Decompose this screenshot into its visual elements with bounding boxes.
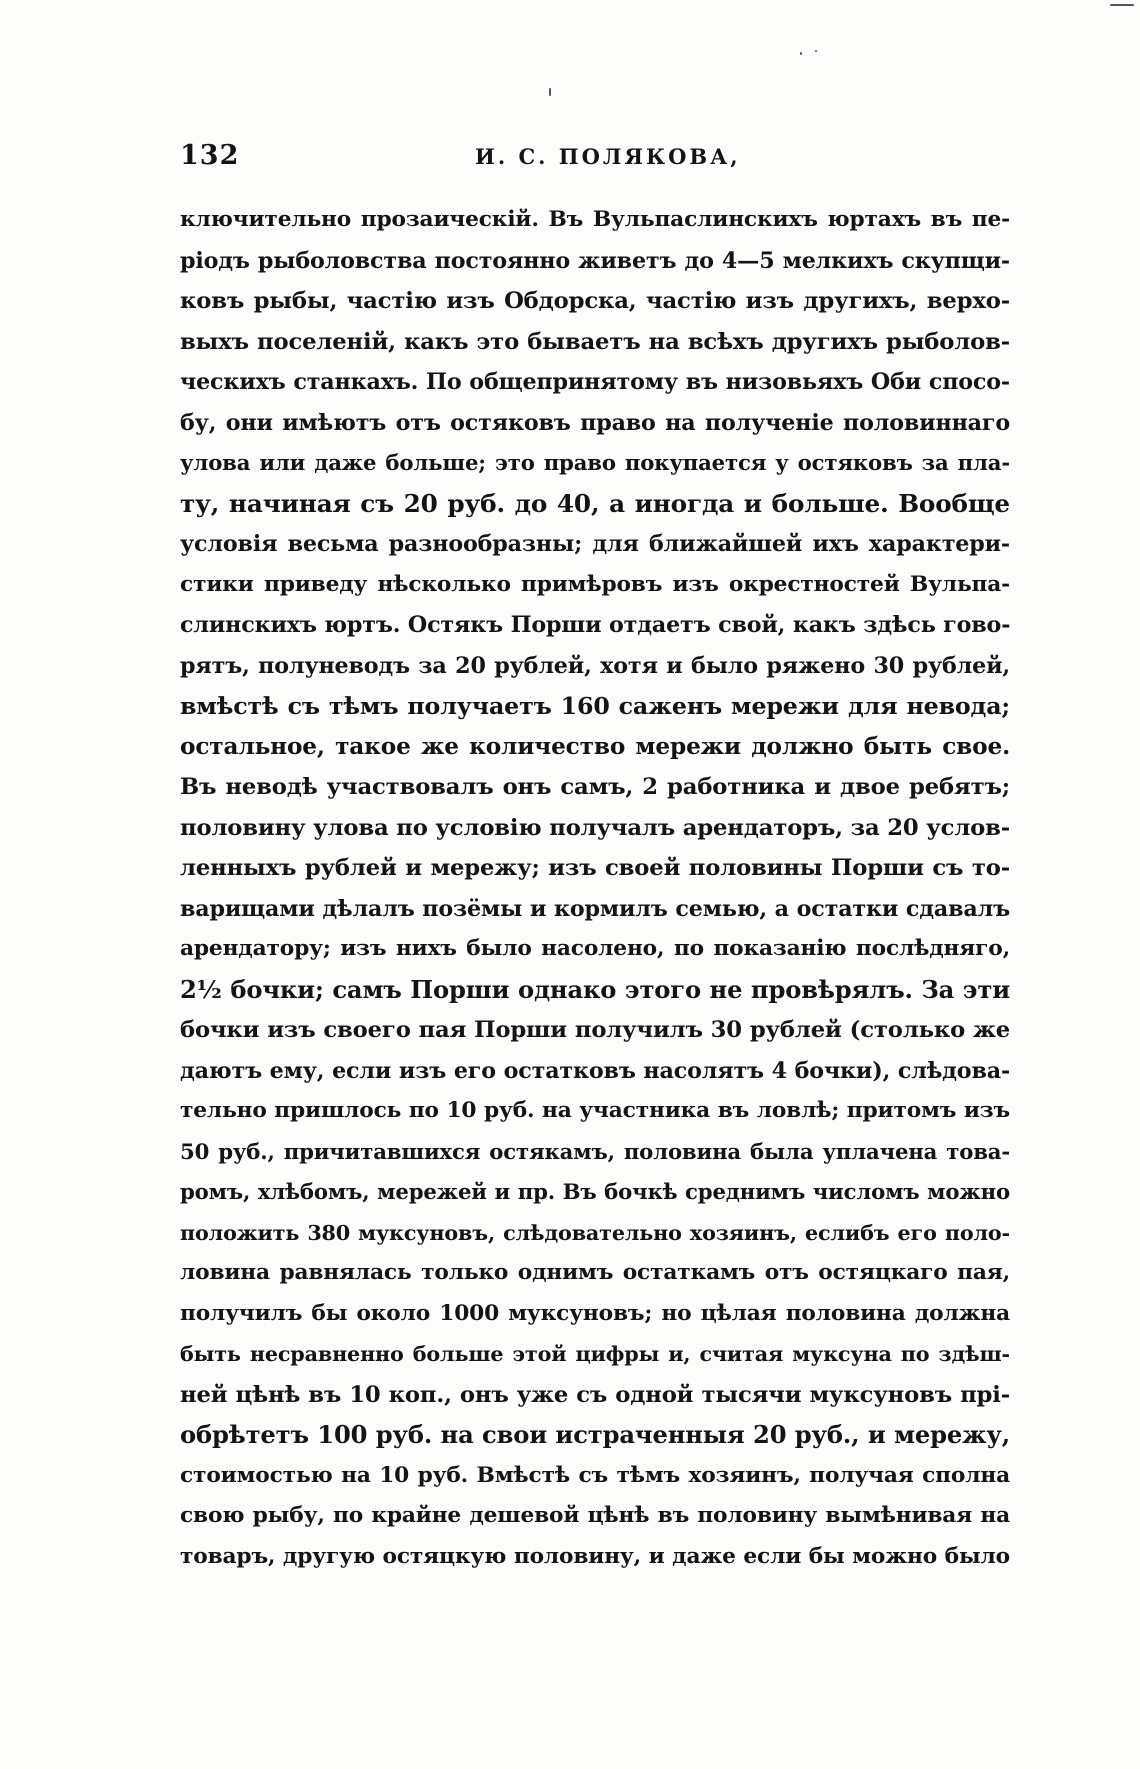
text-line: тельно пришлось по 10 руб. на участника въ ловлѣ; притомъ изъ [180, 1098, 1010, 1123]
text-line: улова или даже больше; это право покупается у остяковъ за пла- [180, 450, 1010, 475]
text-line: ріодъ рыболовства постоянно живетъ до 4—5 мелкихъ скупщи- [180, 247, 1010, 274]
text-line: ту, начиная съ 20 руб. до 40, а иногда и больше. Вообще [180, 488, 1010, 518]
text-line: бу, они имѣютъ отъ остяковъ право на полученіе половиннаго [180, 409, 1010, 436]
page-header [180, 140, 1020, 180]
text-line: 50 руб., причитавшихся остякамъ, половина была уплачена това- [180, 1138, 1010, 1164]
text-line: ней цѣнѣ въ 10 коп., онъ уже съ одной тысячи муксуновъ прі- [180, 1381, 1010, 1408]
text-line: 2½ бочки; самъ Порши однако этого не провѣрялъ. За эти [180, 974, 1010, 1004]
text-line: остальное, такое же количество мережи должно быть свое. [180, 732, 1010, 760]
scan-speck [800, 52, 802, 55]
text-line: свою рыбу, по крайне дешевой цѣнѣ въ половину вымѣнивая на [180, 1503, 1010, 1528]
text-line: Въ неводѣ участвовалъ онъ самъ, 2 работника и двое ребятъ; [180, 774, 1010, 800]
text-line: ловина равнялась только однимъ остаткамъ отъ остяцкаго пая, [180, 1260, 1010, 1285]
text-line: арендатору; изъ нихъ было насолено, по показанію послѣдняго, [180, 936, 1010, 961]
running-head: И. С. ПОЛЯКОВА, [475, 144, 741, 169]
text-line: положить 380 муксуновъ, слѣдовательно хозяинъ, еслибъ его поло- [180, 1220, 1010, 1245]
text-line: стоимостью на 10 руб. Вмѣстѣ съ тѣмъ хозяинъ, получая сполна [180, 1462, 1010, 1488]
text-line: ковъ рыбы, частію изъ Обдорска, частію изъ другихъ, верхо- [180, 288, 1010, 314]
text-line: вмѣстѣ съ тѣмъ получаетъ 160 саженъ мережи для невода; [180, 692, 1010, 720]
page-number: 132 [180, 140, 240, 171]
scan-speck [815, 50, 817, 52]
text-line: ческихъ станкахъ. По общепринятому въ низовьяхъ Оби спосо- [180, 369, 1010, 395]
text-line: стики приведу нѣсколько примѣровъ изъ окрестностей Вульпа- [180, 571, 1010, 597]
text-line: слинскихъ юртъ. Остякъ Порши отдаетъ свой, какъ здѣсь гово- [180, 612, 1011, 638]
body-text [180, 200, 1010, 1577]
scan-speck [549, 88, 551, 96]
text-line: бочки изъ своего пая Порши получилъ 30 рублей (столько же [180, 1017, 1010, 1043]
text-line: быть несравненно больше этой цифры и, считая муксуна по здѣш- [180, 1342, 1010, 1366]
text-line: обрѣтетъ 100 руб. на свои истраченныя 20 руб., и мережу, [180, 1420, 1010, 1449]
text-line: товаръ, другую остяцкую половину, и даже если бы можно было [180, 1543, 1010, 1569]
text-line: получилъ бы около 1000 муксуновъ; но цѣлая половина должна [180, 1300, 1010, 1326]
text-line: условія весьма разнообразны; для ближайшей ихъ характери- [180, 531, 1010, 557]
text-line: выхъ поселеній, какъ это бываетъ на всѣхъ другихъ рыболов- [180, 328, 1010, 355]
text-line: рятъ, полуневодъ за 20 рублей, хотя и было ряжено 30 рублей, [180, 652, 1010, 679]
text-line: ромъ, хлѣбомъ, мережей и пр. Въ бочкѣ среднимъ числомъ можно [180, 1179, 1010, 1204]
text-line: даютъ ему, если изъ его остатковъ насолятъ 4 бочки), слѣдова- [180, 1057, 1010, 1084]
text-line: ленныхъ рублей и мережу; изъ своей половины Порши съ то- [180, 855, 1010, 881]
text-line: ключительно прозаическій. Въ Вульпаслинскихъ юртахъ въ пе- [180, 207, 1010, 232]
text-line: половину улова по условію получалъ арендаторъ, за 20 услов- [180, 814, 1011, 841]
scan-speck [1110, 4, 1134, 6]
text-line: варищами дѣлалъ позёмы и кормилъ семью, а остатки сдавалъ [180, 895, 1010, 922]
